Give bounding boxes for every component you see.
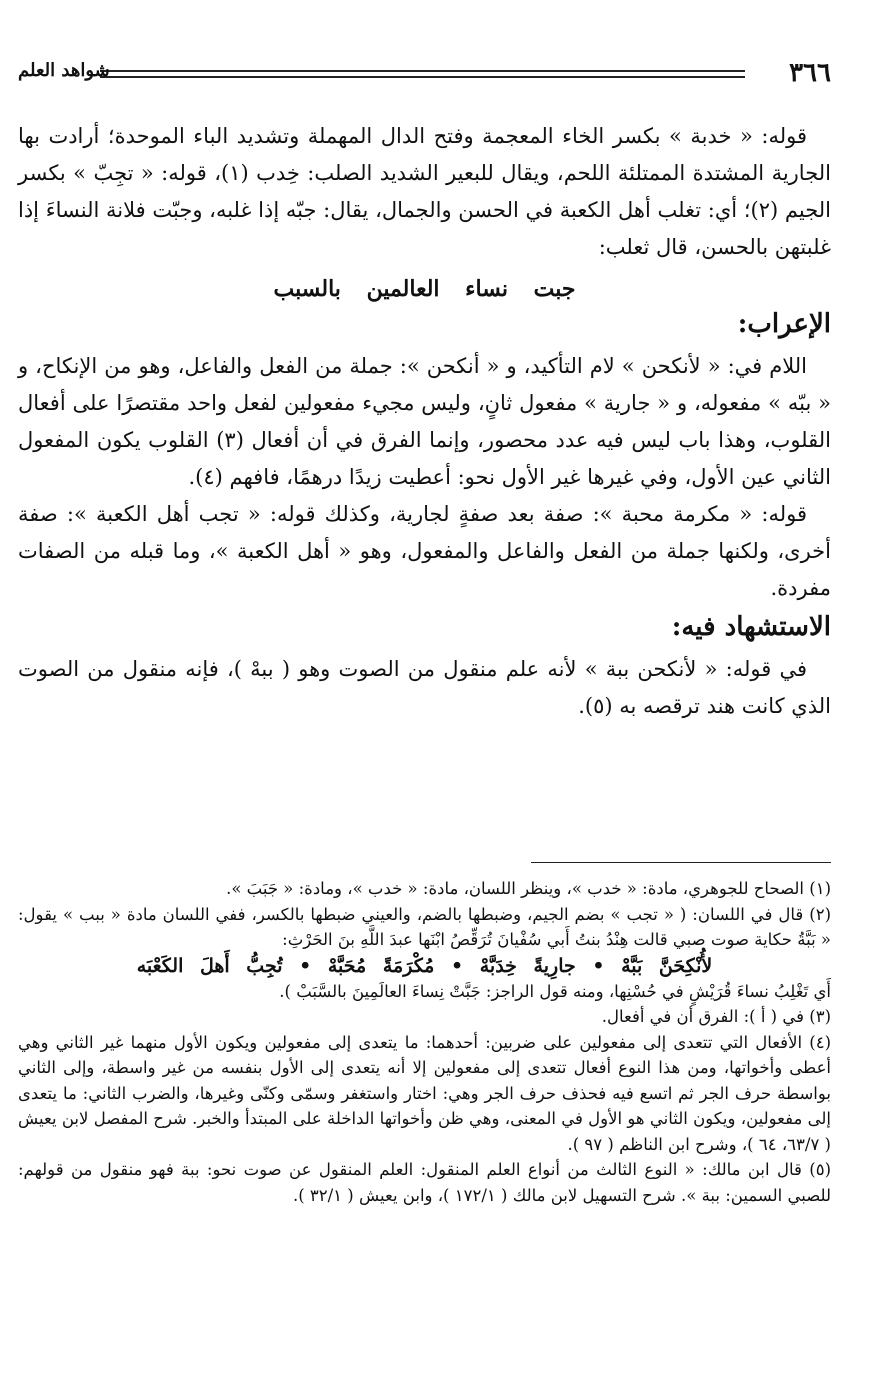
irab-paragraph-1: اللام في: « لأنكحن » لام التأكيد، و « أنكحن »: جملة من الفعل والفاعل، وهو من الإنكاح، و « ببّه » مفعوله، و « جارية » مفعول ثانٍ، وليس مجيء مفعولين لفعل واحد مقتصرًا على أفعال القلوب، وهذا باب ليس فيه عدد محصور، وإنما الفرق في أن أفعال (٣) القلوب يكون المفعول الثاني عين الأول، وفي غيرها غير الأول نحو: أعطيت زيدًا درهمًا، فافهم (٤).: [18, 354, 831, 489]
footnote-2-verse: لأُنْكِحَنَّ بَبَّهْ • جارِيةً خِدَبَّهْ • مُكْرَمَةً مُحَبَّهْ • تُجِبُّ أَهلَ الكَعْبَه: [136, 954, 713, 977]
footnote-5: (٥) قال ابن مالك: « النوع الثالث من أنواع العلم المنقول: العلم المنقول عن صوت نحو: ببة فهو منقول من قولهم: للصبي السمين: ببة ». شرح التسهيل لابن مالك ( ١٧٢/١ )، وابن يعيش ( ٣٢/١ ).: [18, 1160, 831, 1205]
footnote-4: (٤) الأفعال التي تتعدى إلى مفعولين على ضربين: أحدهما: ما يتعدى إلى مفعولين ويكون الأول منهما غير الثاني وهي أعطى وأخواتها، ومن هذا النوع أفعال تتعدى إلى مفعولين إلا أنه يتعدى إلى الأول بنفسه من غير واسطة، وإلى الثاني بواسطة حرف الجر ثم اتسع فيه فحذف حرف الجر وهي: اختار واستغفر وسمّى وكنّى وغيرها، والضرب الثاني: ما يتعدى إلى مفعولين، ويكون الثاني هو الأول في المعنى، وهي ظن وأخواتها الداخلة على المبتدأ والخبر. شرح المفصل لابن يعيش ( ٦٣/٧، ٦٤ )، وشرح ابن الناظم ( ٩٧ ).: [18, 1032, 831, 1154]
header-rule: [100, 70, 745, 78]
main-text: [18, 118, 831, 725]
footnote-2-continued: أَي تَغْلِبُ نساءَ قُرَيْشٍ في حُسْنِها، ومنه قول الراجز: جَبَّتْ نِساءَ العالَمِينَ بالسَّبَبْ ).: [279, 981, 831, 1001]
irab-paragraph-2: قوله: « مكرمة محبة »: صفة بعد صفةٍ لجارية، وكذلك قوله: « تجب أهل الكعبة »: صفة أخرى، ولكنها جملة من الفعل والفاعل والمفعول، وهو « أهل الكعبة »، وما قبله من الصفات مفردة.: [18, 502, 831, 600]
footnotes: [18, 876, 831, 1208]
footnote-1: (١) الصحاح للجوهري، مادة: « خدب »، وينظر اللسان، مادة: « خدب »، ومادة: « جَبَبَ ».: [226, 879, 831, 898]
footnote-separator: [531, 862, 831, 863]
quoted-verse: جبت نساء العالمين بالسبب: [273, 276, 576, 302]
irab-heading: الإعراب:: [737, 309, 831, 339]
footnote-3: (٣) في ( أ ): الفرق أن في أفعال.: [601, 1007, 831, 1026]
page-number: ٣٦٦: [789, 58, 831, 88]
istishhad-heading: الاستشهاد فيه:: [671, 612, 831, 642]
footnote-2: (٢) قال في اللسان: ( « تجب » بضم الجيم، وضبطها بالضم، والعيني ضبطها بالكسر، ففي اللسان مادة « ببب » يقول: « بَبَّةُ حكاية صوت صبي قالت هِنْدُ بنتُ أَبي سُفْيانَ تُرَقِّصُ ابْنَها عبدَ اللَّهِ بنَ الحَرْثِ:: [18, 904, 831, 949]
istishhad-paragraph: في قوله: « لأنكحن ببة » لأنه علم منقول من الصوت وهو ( ببهْ )، فإنه منقول من الصوت الذي كانت هند ترقصه به (٥).: [18, 657, 831, 718]
page-header: [18, 58, 831, 98]
commentary-paragraph: قوله: « خدبة » بكسر الخاء المعجمة وفتح الدال المهملة وتشديد الباء الموحدة؛ أرادت بها الجارية المشتدة الممتلئة اللحم، ويقال للبعير الشديد الصلب: خِدب (١)، قوله: « تجِبّ » بكسر الجيم (٢)؛ أي: تغلب أهل الكعبة في الحسن والجمال، يقال: جبّه إذا غلبه، وجبّت فلانة النساءَ إذا غلبتهن بالحسن، قال ثعلب:: [18, 124, 831, 259]
running-book-title: شواهد العلم: [18, 60, 110, 81]
